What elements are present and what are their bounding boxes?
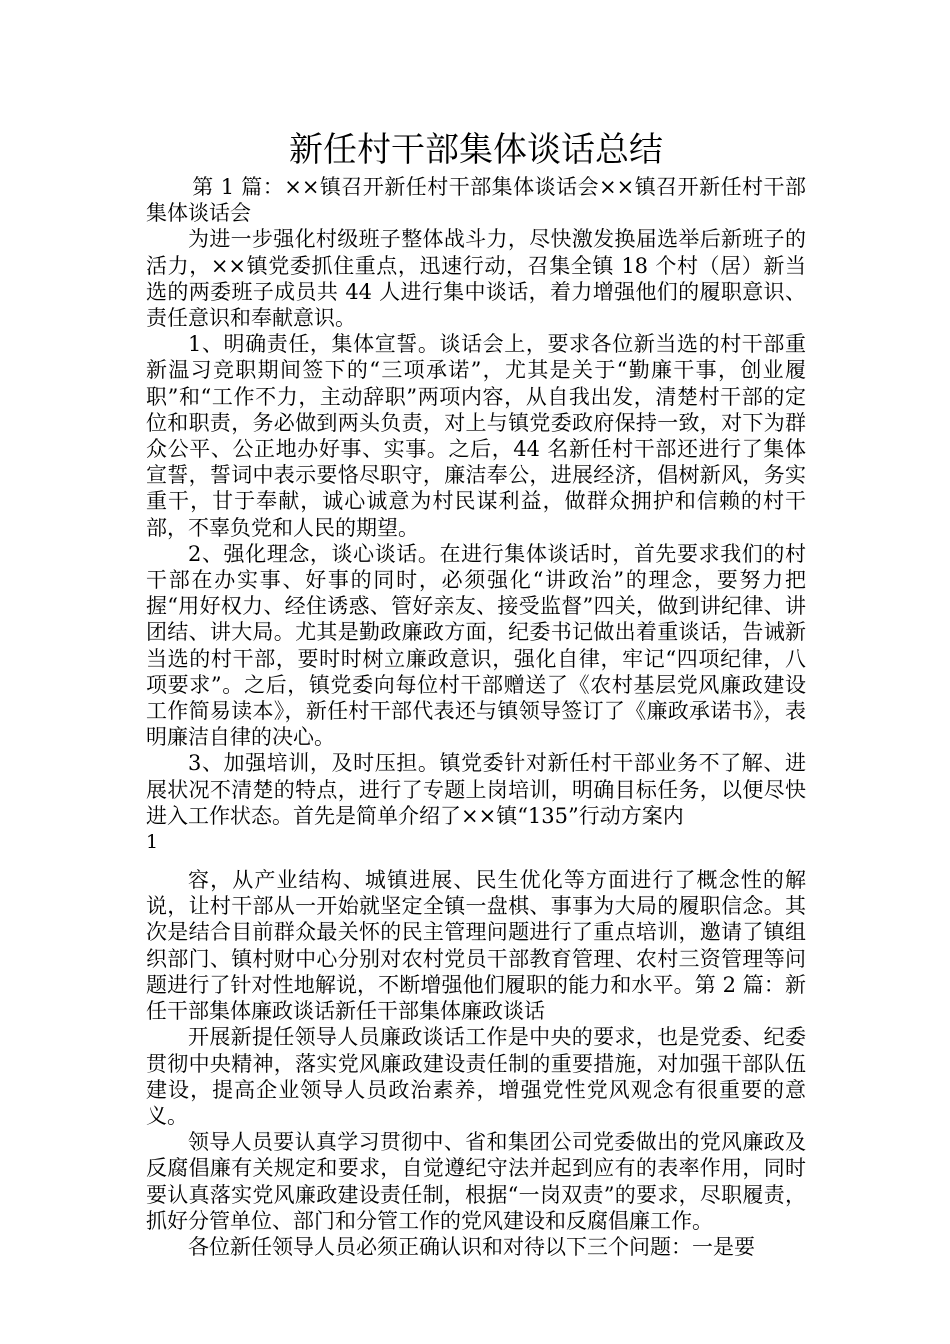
body-paragraph: 为进一步强化村级班子整体战斗力，尽快激发换届选举后新班子的活力，××镇党委抓住重点，迅速行动，召集全镇 18 个村（居）新当选的两委班子成员共 44 人进行集中谈话，着力增强他们的履职意识、责任意识和奉献意识。 [146,227,806,331]
body-paragraph: 开展新提任领导人员廉政谈话工作是中央的要求，也是党委、纪委贯彻中央精神，落实党风廉政建设责任制的重要措施，对加强干部队伍建设，提高企业领导人员政治素养，增强党性党风观念有很重要的意义。 [146,1025,806,1128]
body-paragraph: 各位新任领导人员必须正确认识和对待以下三个问题：一是要 [188,1234,755,1259]
body-paragraph: 2、强化理念，谈心谈话。在进行集体谈话时，首先要求我们的村干部在办实事、好事的同时，必须强化“讲政治”的理念，要努力把握“用好权力、经住诱惑、管好亲友、接受监督”四关，做到讲纪律、讲团结、讲大局。尤其是勤政廉政方面，纪委书记做出着重谈话，告诫新当选的村干部，要时时树立廉政意识，强化自律，牢记“四项纪律，八项要求”。之后，镇党委向每位村干部赠送了《农村基层党风廉政建设工作简易读本》，新任村干部代表还与镇领导签订了《廉政承诺书》，表明廉洁自律的决心。 [146,541,806,750]
document-page [146,128,806,1260]
document-title: 新任村干部集体谈话总结 [289,130,663,170]
body-paragraph: 容，从产业结构、城镇进展、民生优化等方面进行了概念性的解说，让村干部从一开始就坚定全镇一盘棋、事事为大局的履职信念。其次是结合目前群众最关怀的民主管理问题进行了重点培训，邀请了镇组织部门、镇村财中心分别对农村党员干部教育管理、农村三资管理等问题进行了针对性地解说，不断增强他们履职的能力和水平。第 2 篇：新任干部集体廉政谈话新任干部集体廉政谈话 [146,868,806,1024]
body-paragraph: 领导人员要认真学习贯彻中、省和集团公司党委做出的党风廉政及反腐倡廉有关规定和要求，自觉遵纪守法并起到应有的表率作用，同时要认真落实党风廉政建设责任制，根据“一岗双责”的要求，尽职履责，抓好分管单位、部门和分管工作的党风建设和反腐倡廉工作。 [146,1130,806,1233]
body-paragraph: 1、明确责任，集体宣誓。谈话会上，要求各位新当选的村干部重新温习竞职期间签下的“三项承诺”，尤其是关于“勤廉干事，创业履职”和“工作不力，主动辞职”两项内容，从自我出发，清楚村干部的定位和职责，务必做到两头负责，对上与镇党委政府保持一致，对下为群众公平、公正地办好事、实事。之后，44 名新任村干部还进行了集体宣誓，誓词中表示要恪尽职守，廉洁奉公，进展经济，倡树新风，务实重干，甘于奉献，诚心诚意为村民谋利益，做群众拥护和信赖的村干部，不辜负党和人民的期望。 [146,332,806,540]
article-heading: 第 1 篇：××镇召开新任村干部集体谈话会××镇召开新任村干部集体谈话会 [146,175,806,226]
page-number: 1 [146,831,159,854]
body-paragraph: 3、加强培训，及时压担。镇党委针对新任村干部业务不了解、进展状况不清楚的特点，进行了专题上岗培训，明确目标任务，以便尽快进入工作状态。首先是简单介绍了××镇“135”行动方案内 [146,751,806,828]
